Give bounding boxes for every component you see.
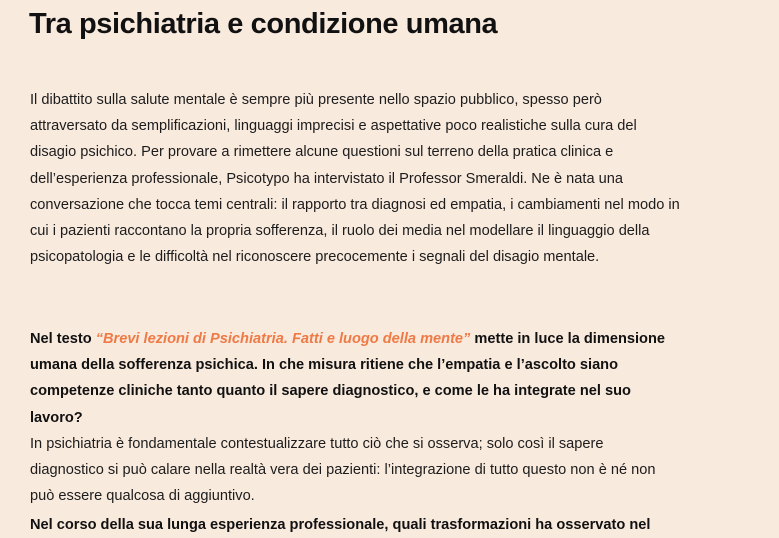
interview-block-1 (30, 326, 680, 509)
intro-paragraph: Il dibattito sulla salute mentale è sempre più presente nello spazio pubblico, spesso però attraversato da semplificazioni, linguaggi imprecisi e aspettative poco realistiche sulla cura del disagio psichico. Per provare a rimettere alcune questioni sul terreno della pratica clinica e dell’esperienza professionale, Psicotypo ha intervistato il Professor Smeraldi. Ne è nata una conversazione che tocca temi centrali: il rapporto tra diagnosi ed empatia, i cambiamenti nel modo in cui i pazienti raccontano la propria sofferenza, il ruolo dei media nel modellare il linguaggio della psicopatologia e le difficoltà nel riconoscere precocemente i segnali del disagio mentale. (30, 92, 680, 266)
question-2: Nel corso della sua lunga esperienza professionale, quali trasformazioni ha osservato nel (30, 517, 651, 533)
book-title: “Brevi lezioni di Psichiatria. Fatti e luogo della mente” (95, 331, 471, 347)
article-title: Tra psichiatria e condizione umana (29, 8, 498, 40)
question-1-suffix: mette in luce la dimensione umana della sofferenza psichica. In che misura ritiene che l’empatia e l’ascolto siano competenze cliniche tanto quanto il sapere diagnostico, e come le ha integrate nel suo lavoro? (30, 331, 665, 426)
question-1-prefix: Nel testo (30, 331, 96, 347)
answer-1: In psichiatria è fondamentale contestualizzare tutto ciò che si osserva; solo così il sapere diagnostico si può calare nella realtà vera dei pazienti: l’integrazione di tutto questo non è né non può essere qualcosa di aggiuntivo. (30, 435, 656, 505)
question-1 (30, 331, 665, 426)
